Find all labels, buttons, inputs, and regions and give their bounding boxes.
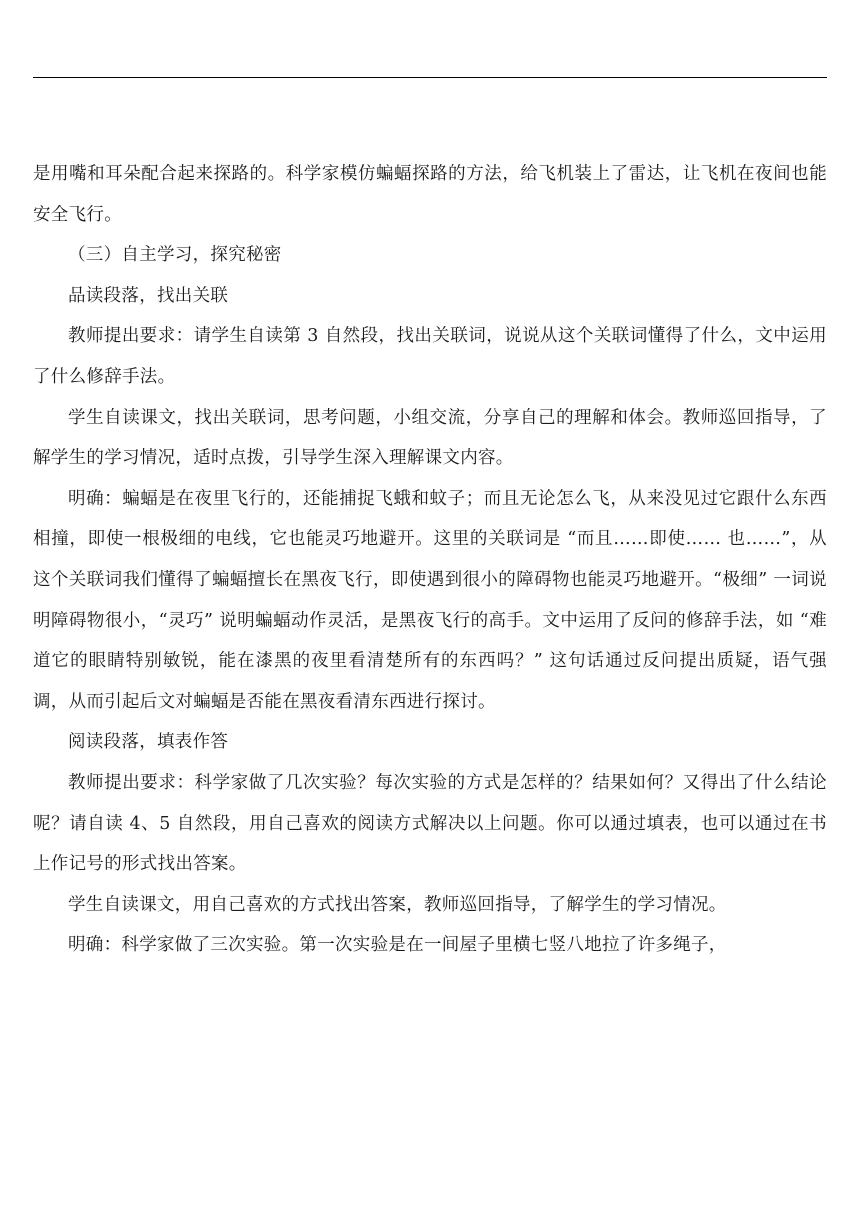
- paragraph-teacher-requirement-1: 教师提出要求：请学生自读第 3 自然段，找出关联词，说说从这个关联词懂得了什么，文中运用了什么修辞手法。: [33, 326, 827, 387]
- paragraph-clarification-2: 明确：科学家做了三次实验。第一次实验是在一间屋子里横七竖八地拉了许多绳子，: [68, 935, 727, 956]
- document-body: [33, 154, 827, 966]
- paragraph-teacher-requirement-2: 教师提出要求：科学家做了几次实验？每次实验的方式是怎样的？结果如何？又得出了什么结论呢？请自读 4、5 自然段，用自己喜欢的阅读方式解决以上问题。你可以通过填表，也可以通过在书上作记号的形式找出答案。: [33, 772, 827, 875]
- paragraph-student-activity-1: 学生自读课文，找出关联词，思考问题，小组交流，分享自己的理解和体会。教师巡回指导，了解学生的学习情况，适时点拨，引导学生深入理解课文内容。: [33, 407, 827, 469]
- subheading-read-fill-table: 阅读段落，填表作答: [68, 732, 229, 753]
- section-heading-self-study: （三）自主学习，探究秘密: [68, 245, 282, 266]
- paragraph-clarification-1: 明确：蝙蝠是在夜里飞行的，还能捕捉飞蛾和蚊子；而且无论怎么飞，从来没见过它跟什么东西相撞，即使一根极细的电线，它也能灵巧地避开。这里的关联词是 “而且……即使…… 也……”，从这个关联词我们懂得了蝙蝠擅长在黑夜飞行，即使遇到很小的障碍物也能灵巧地避开。“极细” 一词说明障碍物很小，“灵巧” 说明蝙蝠动作灵活，是黑夜飞行的高手。文中运用了反问的修辞手法，如 “难道它的眼睛特别敏锐，能在漆黑的夜里看清楚所有的东西吗？” 这句话通过反问提出质疑，语气强调，从而引起后文对蝙蝠是否能在黑夜看清东西进行探讨。: [33, 488, 827, 712]
- paragraph-continuation: 是用嘴和耳朵配合起来探路的。科学家模仿蝙蝠探路的方法，给飞机装上了雷达，让飞机在夜间也能安全飞行。: [33, 164, 827, 225]
- header-rule: [33, 77, 827, 78]
- paragraph-student-activity-2: 学生自读课文，用自己喜欢的方式找出答案，教师巡回指导，了解学生的学习情况。: [68, 894, 727, 915]
- subheading-read-find-connectives: 品读段落，找出关联: [68, 285, 229, 306]
